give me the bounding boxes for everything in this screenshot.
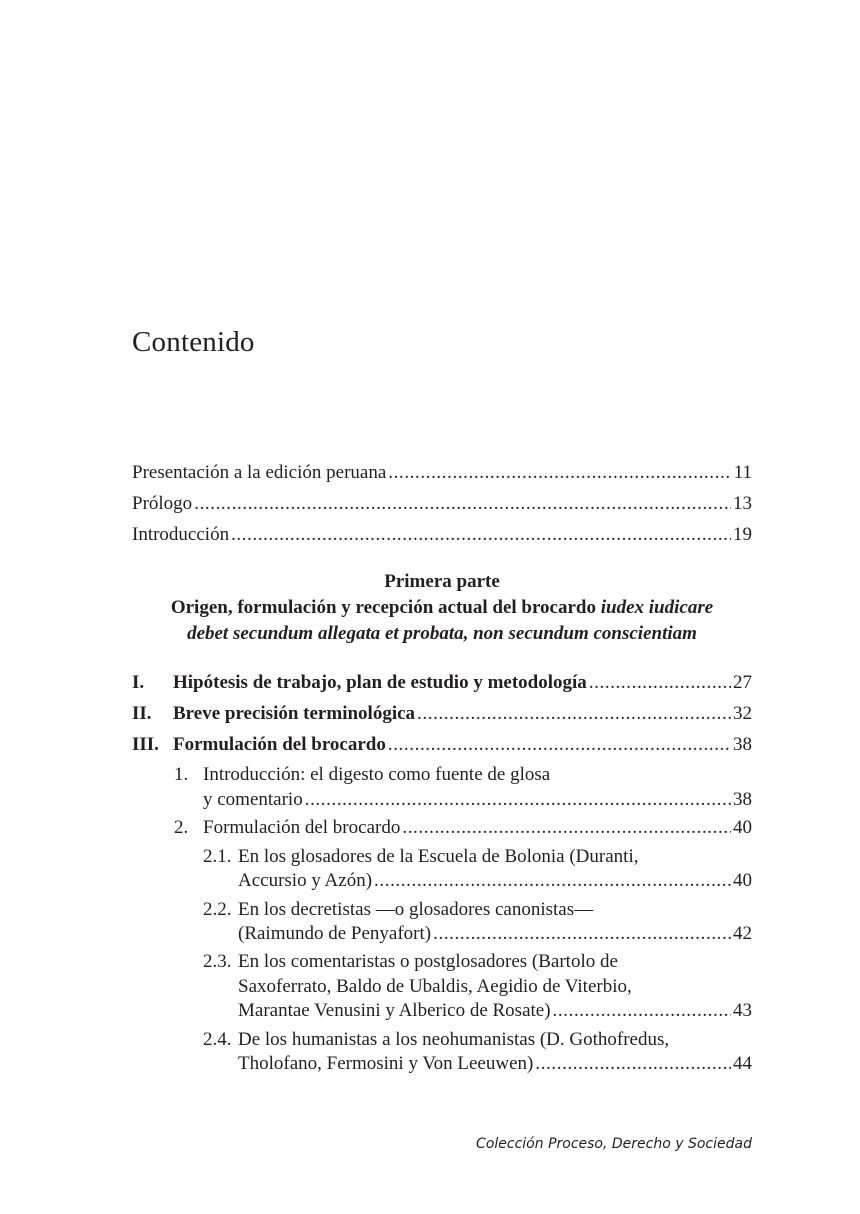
part-subtitle-italic: iudex iudicare	[600, 597, 714, 618]
toc-subsection-2-2-last-line[interactable]	[238, 922, 752, 946]
toc-entry-label: (Raimundo de Penyafort)	[238, 923, 432, 944]
chapter-numeral: I.	[132, 672, 145, 693]
subsection-number: 2.3.	[203, 951, 232, 972]
toc-page-number: 40	[733, 870, 752, 891]
toc-entry-presentacion[interactable]	[132, 461, 752, 485]
toc-entry-label: Presentación a la edición peruana	[132, 462, 387, 483]
section-number: 1.	[174, 764, 189, 785]
subsection-number: 2.4.	[203, 1029, 232, 1050]
toc-entry-label: Prólogo	[132, 493, 193, 514]
toc-page-number: 43	[733, 1000, 752, 1021]
dot-leader	[402, 816, 731, 840]
subsection-title: De los humanistas a los neohumanistas (D. Gothofredus,	[238, 1029, 670, 1050]
toc-entry-label: y comentario	[203, 789, 303, 810]
part-heading: Primera parte	[384, 571, 500, 592]
toc-subsection-2-3-line-1[interactable]	[203, 950, 618, 974]
toc-page-number: 27	[733, 672, 752, 693]
dot-leader	[433, 922, 731, 946]
chapter-title: Hipótesis de trabajo, plan de estudio y metodología	[173, 672, 587, 693]
toc-entry-prologo[interactable]	[132, 492, 752, 516]
subsection-title: En los comentaristas o postglosadores (Bartolo de	[238, 951, 618, 972]
toc-page-number: 11	[733, 462, 752, 483]
section-title: Introducción: el digesto como fuente de glosa	[203, 764, 551, 785]
toc-entry-label: Tholofano, Fermosini y Von Leeuwen)	[238, 1053, 534, 1074]
part-subtitle-plain: Origen, formulación y recepción actual del brocardo	[170, 597, 601, 618]
chapter-title: Formulación del brocardo	[173, 734, 386, 755]
dot-leader	[231, 523, 731, 547]
toc-section-1-line-2[interactable]	[203, 788, 752, 812]
subsection-title: En los glosadores de la Escuela de Bolonia (Duranti,	[238, 846, 639, 867]
page-title: Contenido	[132, 326, 255, 358]
dot-leader	[417, 702, 731, 726]
subsection-number: 2.2.	[203, 899, 232, 920]
toc-chapter-iii[interactable]	[132, 733, 752, 757]
toc-chapter-ii[interactable]	[132, 702, 752, 726]
toc-entry-label	[132, 733, 386, 757]
toc-subsection-2-4-last-line[interactable]	[238, 1052, 752, 1076]
toc-subsection-2-4-line-1[interactable]	[203, 1028, 669, 1052]
part-subtitle-line-2	[132, 622, 752, 646]
toc-entry-label	[132, 671, 587, 695]
toc-subsection-2-2-line-1[interactable]	[203, 898, 593, 922]
toc-section-2-entry[interactable]	[174, 816, 752, 840]
toc-page-number: 13	[733, 493, 752, 514]
dot-leader	[194, 492, 731, 516]
toc-entry-label: Accursio y Azón)	[238, 870, 373, 891]
toc-page-number: 44	[733, 1053, 752, 1074]
toc-page-number: 19	[733, 524, 752, 545]
part-subtitle-line-1	[132, 596, 752, 620]
toc-entry-label	[132, 702, 415, 726]
section-title: Formulación del brocardo	[203, 817, 401, 838]
toc-subsection-2-3-line-2[interactable]: Saxoferrato, Baldo de Ubaldis, Aegidio de Viterbio,	[238, 976, 632, 997]
toc-page-number: 38	[733, 734, 752, 755]
toc-page-number: 38	[733, 789, 752, 810]
toc-page-number: 40	[733, 817, 752, 838]
toc-page-number: 42	[733, 923, 752, 944]
chapter-title: Breve precisión terminológica	[173, 703, 416, 724]
toc-subsection-2-1-last-line[interactable]	[238, 869, 752, 893]
dot-leader	[535, 1052, 731, 1076]
collection-footer: Colección Proceso, Derecho y Sociedad	[476, 1136, 752, 1152]
dot-leader	[589, 671, 731, 695]
toc-chapter-i[interactable]	[132, 671, 752, 695]
subsection-number: 2.1.	[203, 846, 232, 867]
toc-entry-label: Introducción	[132, 524, 230, 545]
dot-leader	[305, 788, 731, 812]
subsection-title: En los decretistas —o glosadores canonistas—	[238, 899, 594, 920]
toc-subsection-2-3-last-line[interactable]	[238, 999, 752, 1023]
toc-page-number: 32	[733, 703, 752, 724]
dot-leader	[388, 733, 731, 757]
dot-leader	[553, 999, 731, 1023]
chapter-numeral: II.	[132, 703, 152, 724]
part-subtitle-italic: debet secundum allegata et probata, non secundum conscientiam	[187, 623, 697, 644]
chapter-numeral: III.	[132, 734, 159, 755]
section-number: 2.	[174, 817, 189, 838]
toc-entry-label	[174, 816, 400, 840]
toc-entry-introduccion[interactable]	[132, 523, 752, 547]
toc-subsection-2-1-line-1[interactable]	[203, 845, 638, 869]
toc-entry-label: Marantae Venusini y Alberico de Rosate)	[238, 1000, 551, 1021]
dot-leader	[388, 461, 731, 485]
toc-section-1-line-1[interactable]	[174, 763, 550, 787]
dot-leader	[374, 869, 731, 893]
